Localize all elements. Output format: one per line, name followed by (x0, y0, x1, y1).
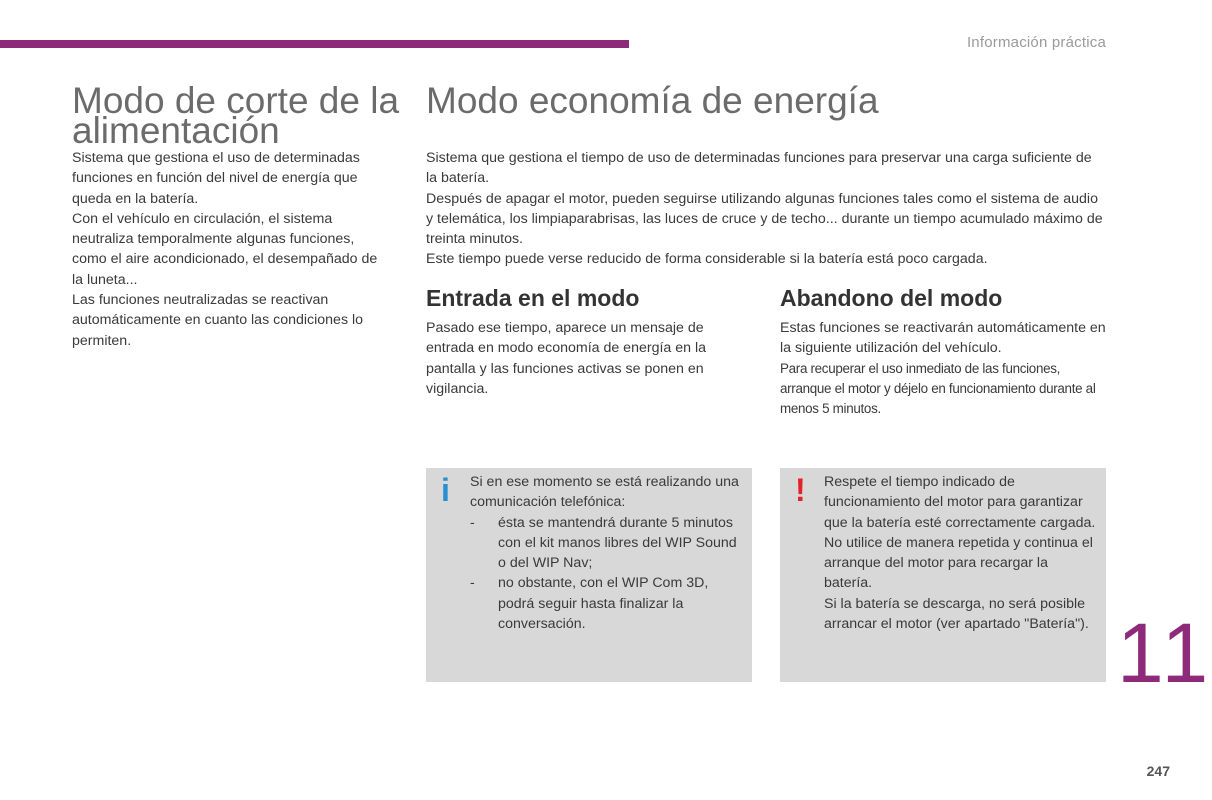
warning-box-text (824, 472, 1096, 634)
section-title: Información práctica (966, 34, 1106, 51)
entry-paragraph: Pasado ese tiempo, aparece un mensaje de entrada en modo economía de energía en la pantalla y las funciones activas se ponen en vigilancia. (426, 320, 707, 397)
left-paragraph: Con el vehículo en circulación, el sistema neutraliza temporalmente algunas funciones, como el aire acondicionado, el desempañado de la luneta... (72, 210, 378, 288)
list-item-text: no obstante, con el WIP Com 3D, podrá seguir hasta finalizar la conversación. (498, 575, 709, 633)
entry-heading: Entrada en el modo (426, 285, 640, 311)
right-paragraph: Este tiempo puede verse reducido de forma considerable si la batería está poco cargada. (426, 251, 988, 268)
right-paragraph: Después de apagar el motor, pueden seguirse utilizando algunas funciones tales como el sistema de audio y telemática, los limpiaparabrisas, las luces de cruce y de techo... durante un tiempo acumulado máximo de treinta minutos. (426, 190, 1103, 248)
list-item (470, 573, 740, 634)
info-box (426, 468, 752, 682)
info-box-text (470, 472, 740, 634)
left-paragraph: Las funciones neutralizadas se reactivan automáticamente en cuanto las condiciones lo permiten. (72, 292, 364, 349)
warning-icon: ! (795, 472, 806, 508)
list-item-text: ésta se mantendrá durante 5 minutos con el kit manos libres del WIP Sound o del WIP Nav; (498, 514, 737, 572)
list-bullet: - (470, 575, 475, 592)
left-body (72, 148, 392, 351)
warning-paragraph: Si la batería se descarga, no será posible arrancar el motor (ver apartado "Batería"). (824, 595, 1089, 633)
right-paragraph: Sistema que gestiona el tiempo de uso de determinadas funciones para preservar una carga suficiente de la batería. (426, 150, 1092, 187)
list-item (470, 513, 740, 574)
exit-paragraph-condensed: Para recuperar el uso inmediato de las funciones, arranque el motor y déjelo en funcionamiento durante al menos 5 minutos. (780, 360, 1096, 417)
right-body (426, 148, 1106, 270)
list-bullet: - (470, 514, 475, 531)
left-title: Modo de corte de la alimentación (72, 80, 400, 151)
entry-body (426, 318, 741, 399)
warning-box (780, 468, 1106, 682)
exit-body (780, 318, 1108, 419)
info-box-intro: Si en ese momento se está realizando una comunicación telefónica: (470, 474, 739, 511)
page-number: 247 (1146, 763, 1170, 779)
warning-paragraph: Respete el tiempo indicado de funcionamiento del motor para garantizar que la batería esté correctamente cargada. (824, 474, 1096, 531)
right-title: Modo economía de energía (426, 80, 879, 121)
chapter-number: 11 (1117, 606, 1212, 700)
warning-paragraph: No utilice de manera repetida y continua el arranque del motor para recargar la batería. (824, 534, 1093, 592)
left-paragraph: Sistema que gestiona el uso de determinadas funciones en función del nivel de energía que queda en la batería. (72, 150, 360, 207)
exit-heading: Abandono del modo (780, 285, 1003, 311)
header-accent-bar (0, 40, 629, 48)
exit-paragraph: Estas funciones se reactivarán automáticamente en la siguiente utilización del vehículo. (780, 320, 1106, 357)
info-icon: i (441, 472, 450, 508)
